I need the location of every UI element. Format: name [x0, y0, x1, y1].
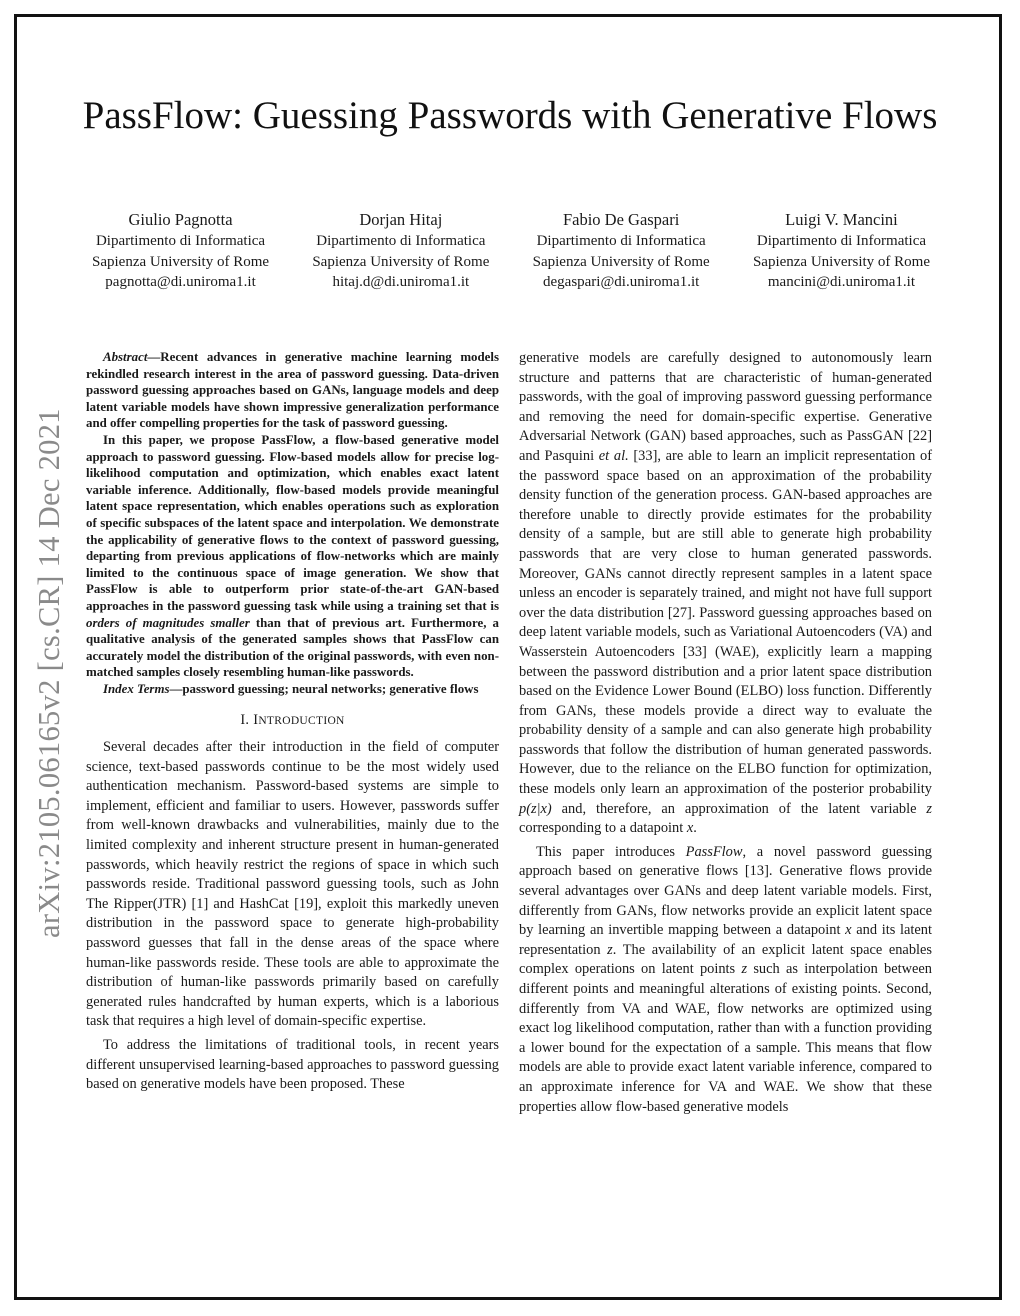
author-name: Luigi V. Mancini — [785, 210, 898, 229]
author-dept: Dipartimento di Informatica — [536, 233, 706, 249]
section-heading: I. INTRODUCTION — [240, 712, 345, 729]
author-list — [92, 209, 930, 293]
author-email: degaspari@di.uniroma1.it — [543, 274, 700, 290]
author-email: pagnotta@di.uniroma1.it — [105, 274, 256, 290]
index-terms: Index Terms—password guessing; neural networks; generative flows — [103, 681, 479, 696]
arxiv-stamp: arXiv:2105.06165v2 [cs.CR] 14 Dec 2021 — [32, 408, 66, 938]
author-block — [312, 209, 489, 293]
author-name: Dorjan Hitaj — [359, 210, 443, 229]
left-column — [86, 349, 499, 1095]
author-name: Fabio De Gaspari — [562, 210, 680, 229]
author-university: Sapienza University of Rome — [532, 253, 710, 270]
abstract-paragraph: In this paper, we propose PassFlow, a flow-based generative model approach to password guessing. Flow-based models allow for precise log-likelihood computation and optimization, which enables exact latent variable inference. Additionally, flow-based models provide meaningful latent space representation, which enables operations such as exploration of specific subspaces of the latent space and interpolation. We demonstrate the applicability of generative flows to the context of password guessing, departing from previous applications of flow-networks which are mainly limited to the continuous space of image generation. We show that PassFlow is able to outperform prior state-of-the-art GAN-based approaches in the password guessing task while using a training set that is orders of magnitudes smaller than that of previous art. Furthermore, a qualitative analysis of the generated samples shows that PassFlow can accurately model the distribution of the original passwords, with even non-matched samples closely resembling human-like passwords. — [86, 432, 499, 680]
right-column — [519, 349, 932, 1117]
paper-title: PassFlow: Guessing Passwords with Generative Flows — [82, 94, 938, 137]
author-dept: Dipartimento di Informatica — [316, 233, 486, 249]
author-university: Sapienza University of Rome — [312, 253, 490, 270]
abstract-paragraph: Abstract—Recent advances in generative machine learning models rekindled research interest in the area of password guessing. Data-driven password guessing approaches based on GANs, language models and deep latent variable models have shown impressive generalization performance and offer compelling properties for the task of password guessing. — [86, 350, 499, 431]
math-variable: x — [686, 820, 694, 837]
author-block — [92, 209, 269, 293]
abstract — [86, 349, 499, 697]
author-dept: Dipartimento di Informatica — [95, 233, 266, 249]
math-variable: x — [845, 922, 852, 939]
index-terms-label: Index Terms — [103, 681, 170, 696]
body-paragraph: generative models are carefully designed to autonomously learn structure and patterns that are characteristic of human-generated passwords, with the goal of improving password guessing performance and removing the need for domain-specific expertise. Generative Adversarial Network (GAN) based approaches, such as PassGAN [22] and Pasquini et al. [33], are able to learn an implicit representation of the password space based on an approximation of the probability density function of the generation process. GAN-based approaches are therefore unable to directly provide estimates for the probability density of a sample, but are still able to generate high probability passwords that are very close to human generated passwords. Moreover, GANs cannot directly represent samples in a latent space unless an encoder is separately trained, and might not have full support over the data distribution [27]. Password guessing approaches based on deep latent variable models, such as Variational Autoencoders (VA) and Wasserstein Autoencoders [33] (WAE), explicitly learn a mapping between the password distribution and a prior latent space distribution based on the Evidence Lower Bound (ELBO) loss function. Differently from GANs, these models provide a direct way to evaluate the probability density of a sample and can also generate high probability passwords that follow the distribution of human generated passwords. However, due to the reliance on the ELBO function for optimization, these models only learn an approximation of the posterior probability p(z|x) and, therefore, an approximation of the latent variable z corresponding to a datapoint x. — [519, 350, 932, 837]
author-email: mancini@di.uniroma1.it — [767, 274, 916, 290]
author-email: hitaj.d@di.uniroma1.it — [332, 274, 470, 290]
math-expression: p(z|x) — [519, 800, 552, 817]
author-block — [533, 209, 710, 293]
body-paragraph: This paper introduces PassFlow, a novel password guessing approach based on generative flows [13]. Generative flows provide several advantages over GANs and deep latent variable models. First, differently from GANs, flow networks provide an explicit latent space by learning an invertible mapping between a datapoint x and its latent representation z. The availability of an explicit latent space enables complex operations on latent points z such as interpolation between different points and meaningful alterations of existing points. Second, differently from VA and WAE, flow networks are optimized using exact log likelihood computation, rather than with a function providing a lower bound for the expectation of a sample. This means that flow models are able to provide exact latent variable inference, compared to an approximate inference for VA and WAE. We show that these properties allow flow-based generative models — [519, 843, 933, 1115]
abstract-label: Abstract — [103, 350, 148, 364]
body-paragraph: Several decades after their introduction in the field of computer science, text-based passwords continue to be the most widely used authentication mechanism. Password-based systems are simple to implement, efficient and familiar to users. However, passwords suffer from well-known drawbacks and vulnerabilities, mainly due to the limited complexity and inherent structure present in human-generated passwords, which heavily restrict the regions of space in which such passwords reside. Traditional password guessing tools, such as John The Ripper(JTR) [1] and HashCat [19], exploit this markedly uneven distribution in the password space to generate high-probability password guesses that fall in the dense areas of the space where human-like passwords reside. These tools are able to approximate the distribution of human-like passwords primarily based on carefully generated rules handcrafted by human experts, which is a laborious task that requires a high level of domain-specific expertise. — [86, 739, 499, 1030]
author-name: Giulio Pagnotta — [128, 210, 233, 229]
author-block — [753, 209, 930, 293]
author-university: Sapienza University of Rome — [92, 253, 270, 270]
math-variable: z — [741, 961, 748, 978]
author-dept: Dipartimento di Informatica — [756, 233, 927, 249]
math-variable: z — [607, 941, 613, 958]
body-paragraph: To address the limitations of traditional tools, in recent years different unsupervised learning-based approaches to password guessing based on generative models have been proposed. These — [86, 1036, 499, 1093]
author-university: Sapienza University of Rome — [752, 253, 930, 270]
math-variable: z — [926, 800, 932, 817]
